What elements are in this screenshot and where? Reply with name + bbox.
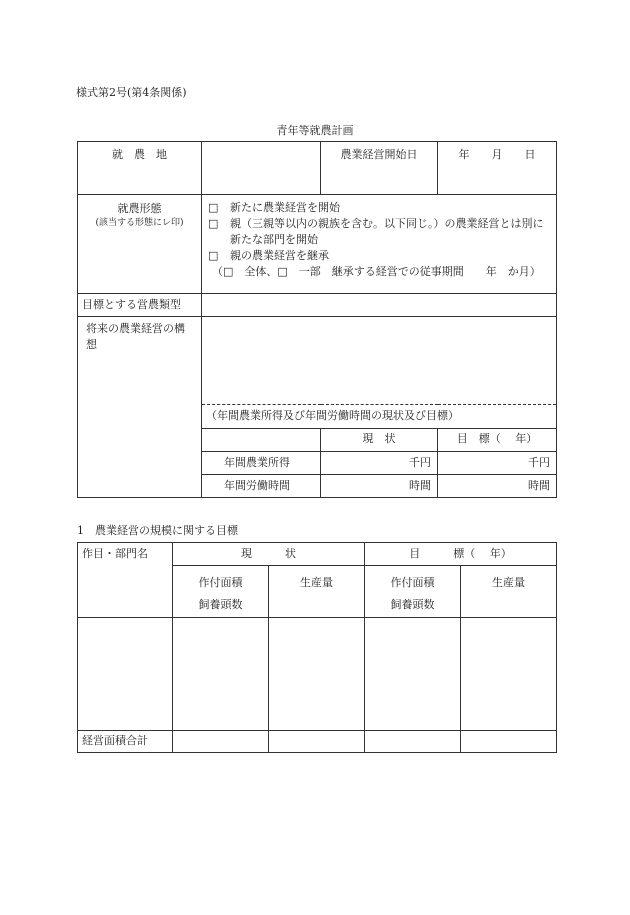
farming-form-cell [78,195,202,294]
target-header: 目 標（ 年） [438,429,557,452]
farming-form-note: (該当する形態にレ印) [95,217,184,228]
current-area-header: 作付面積 飼養頭数 [173,566,269,618]
income-target[interactable]: 千円 [438,452,557,475]
document-title: 青年等就農計画 [276,124,354,137]
total-current-production[interactable] [269,731,365,753]
target-group-header: 目 標（ 年） [365,543,557,566]
total-area-label: 経営面積合計 [78,731,173,753]
income-current[interactable]: 千円 [321,452,438,475]
hours-current[interactable]: 時間 [321,475,438,498]
current-group-header: 現 状 [173,543,365,566]
option-new-farm[interactable]: □ 新たに農業経営を開始 [208,201,340,214]
crop-header: 作目・部門名 [78,543,173,618]
farm-location-label: 就 農 地 [78,142,202,195]
target-production-entry[interactable] [461,618,557,731]
option-new-division[interactable]: □ 親（三親等以内の親族を含む。以下同じ。）の農業経営とは別に新たな部門を開始 [208,216,544,246]
crop-entry[interactable] [78,618,173,731]
target-production-header: 生産量 [461,566,557,618]
current-header: 現 状 [321,429,438,452]
income-label: 年間農業所得 [202,452,321,475]
total-current-area[interactable] [173,731,269,753]
target-area-header: 作付面積 飼養頭数 [365,566,461,618]
target-type-label: 目標とする営農類型 [78,294,202,317]
hours-target[interactable]: 時間 [438,475,557,498]
form-number-label: 様式第2号(第4条関係) [76,86,187,99]
total-target-production[interactable] [461,731,557,753]
blank-header [202,429,321,452]
income-note: （年間農業所得及び年間労働時間の現状及び目標） [202,405,557,429]
vision-field[interactable] [202,317,557,405]
checkbox-succession[interactable]: □ [208,248,219,262]
option-succession[interactable]: □ 親の農業経営を継承 [208,248,329,262]
scale-target-table [77,542,557,753]
farming-plan-table [77,141,557,498]
hours-label: 年間労働時間 [202,475,321,498]
current-production-entry[interactable] [269,618,365,731]
farm-location-field[interactable] [202,142,321,195]
farming-form-options [202,195,557,294]
checkbox-new-farm[interactable]: □ [208,201,219,214]
total-target-area[interactable] [365,731,461,753]
checkbox-new-division[interactable]: □ [208,216,219,230]
section-1-heading: 1 農業経営の規模に関する目標 [77,524,238,537]
vision-label: 将来の農業経営の構想 [78,317,202,498]
start-date-field[interactable]: 年 月 日 [438,142,557,195]
farming-form-label: 就農形態 [117,202,162,215]
target-type-field[interactable] [202,294,557,317]
current-production-header: 生産量 [269,566,365,618]
succession-detail[interactable]: （□ 全体、□ 一部 継承する経営での従事期間 年 か月） [212,264,541,278]
target-area-entry[interactable] [365,618,461,731]
current-area-entry[interactable] [173,618,269,731]
start-date-label: 農業経営開始日 [321,142,438,195]
